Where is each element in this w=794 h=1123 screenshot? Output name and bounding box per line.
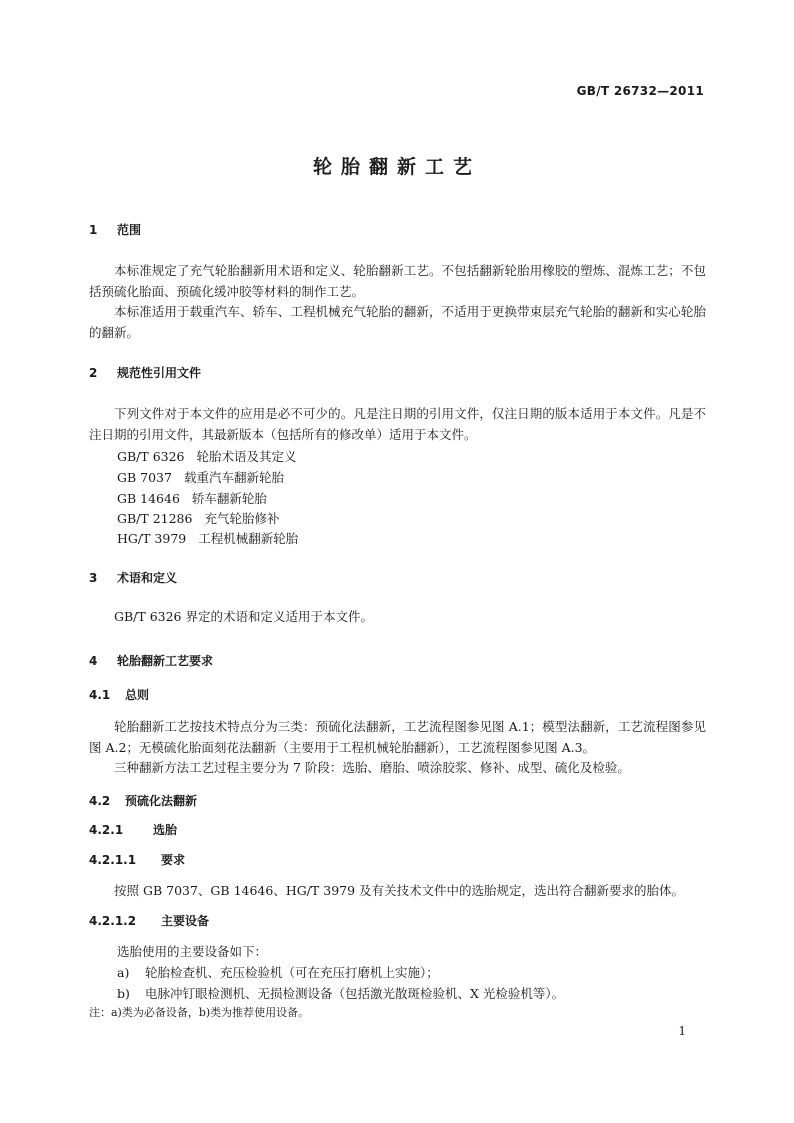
- reference-item: [117, 509, 279, 527]
- reference-title: 轮胎术语及其定义: [196, 449, 297, 464]
- paragraph: 三种翻新方法工艺过程主要分为 7 阶段：选胎、磨胎、喷涂胶浆、修补、成型、硫化及检验。: [114, 760, 630, 775]
- reference-title: 工程机械翻新轮胎: [198, 531, 299, 546]
- list-marker: a): [117, 965, 130, 980]
- section-4-2-1-2-heading: [89, 912, 209, 929]
- section-title: 要求: [161, 853, 186, 867]
- section-number: 4.2.1.1: [89, 853, 137, 867]
- section-title: 选胎: [153, 823, 178, 837]
- list-item: [117, 963, 439, 981]
- reference-title: 轿车翻新轮胎: [191, 491, 267, 506]
- section-4-heading: [89, 652, 213, 669]
- section-4-1-heading: [89, 686, 149, 703]
- section-number: 2: [89, 366, 98, 380]
- paragraph: 本标准规定了充气轮胎翻新用术语和定义、轮胎翻新工艺。不包括翻新轮胎用橡胶的塑炼、混炼工艺；不包括预硫化胎面、预硫化缓冲胶等材料的制作工艺。: [89, 263, 706, 299]
- section-title: 总则: [125, 688, 150, 702]
- reference-item: [117, 468, 284, 486]
- reference-code: GB 7037: [117, 470, 172, 485]
- section-number: 1: [89, 223, 98, 237]
- list-intro: 选胎使用的主要设备如下：: [117, 944, 268, 959]
- section-4-2-1-1-heading: [89, 851, 185, 868]
- reference-code: GB/T 6326: [117, 449, 185, 464]
- section-title: 规范性引用文件: [117, 366, 202, 380]
- section-title: 术语和定义: [117, 571, 178, 585]
- section-number: 4.2.1.2: [89, 914, 137, 928]
- reference-item: [117, 447, 297, 465]
- paragraph: 本标准适用于载重汽车、轿车、工程机械充气轮胎的翻新，不适用于更换带束层充气轮胎的翻新和实心轮胎的翻新。: [89, 304, 706, 340]
- reference-code: HG/T 3979: [117, 531, 187, 546]
- section-number: 3: [89, 571, 98, 585]
- note: 注：a)类为必备设备，b)类为推荐使用设备。: [89, 1006, 310, 1019]
- section-title: 预硫化法翻新: [125, 794, 198, 808]
- section-number: 4.2: [89, 794, 111, 808]
- section-title: 轮胎翻新工艺要求: [117, 654, 214, 668]
- section-3-heading: [89, 569, 177, 586]
- paragraph: GB/T 6326 界定的术语和定义适用于本文件。: [114, 609, 373, 624]
- section-number: 4.1: [89, 688, 111, 702]
- paragraph: 下列文件对于本文件的应用是必不可少的。凡是注日期的引用文件，仅注日期的版本适用于本文件。凡是不注日期的引用文件，其最新版本（包括所有的修改单）适用于本文件。: [89, 406, 706, 442]
- section-4-2-heading: [89, 792, 197, 809]
- section-number: 4: [89, 654, 98, 668]
- list-marker: b): [117, 986, 130, 1001]
- document-title: 轮胎翻新工艺: [312, 156, 481, 178]
- paragraph: 按照 GB 7037、GB 14646、HG/T 3979 及有关技术文件中的选胎规定，选出符合翻新要求的胎体。: [114, 883, 685, 898]
- list-text: 电脉冲钉眼检测机、无损检测设备（包括激光散斑检验机、X 光检验机等）。: [145, 986, 565, 1001]
- section-title: 主要设备: [161, 914, 210, 928]
- list-text: 轮胎检查机、充压检验机（可在充压打磨机上实施）；: [145, 965, 439, 980]
- reference-title: 充气轮胎修补: [204, 511, 280, 526]
- section-4-2-1-heading: [89, 821, 177, 838]
- list-item: [117, 984, 564, 1002]
- page-number: 1: [678, 1024, 686, 1038]
- reference-item: [117, 529, 298, 547]
- section-title: 范围: [117, 223, 142, 237]
- reference-title: 载重汽车翻新轮胎: [183, 470, 284, 485]
- reference-code: GB 14646: [117, 491, 180, 506]
- reference-item: [117, 489, 267, 507]
- section-1-heading: [89, 221, 141, 238]
- section-number: 4.2.1: [89, 823, 124, 837]
- paragraph: 轮胎翻新工艺按技术特点分为三类：预硫化法翻新，工艺流程图参见图 A.1；模型法翻新，工艺流程图参见图 A.2；无模硫化胎面刻花法翻新（主要用于工程机械轮胎翻新），工艺流程图参见图 A.3。: [89, 719, 706, 755]
- standard-code: GB/T 26732—2011: [576, 84, 704, 98]
- section-2-heading: [89, 364, 201, 381]
- reference-code: GB/T 21286: [117, 511, 193, 526]
